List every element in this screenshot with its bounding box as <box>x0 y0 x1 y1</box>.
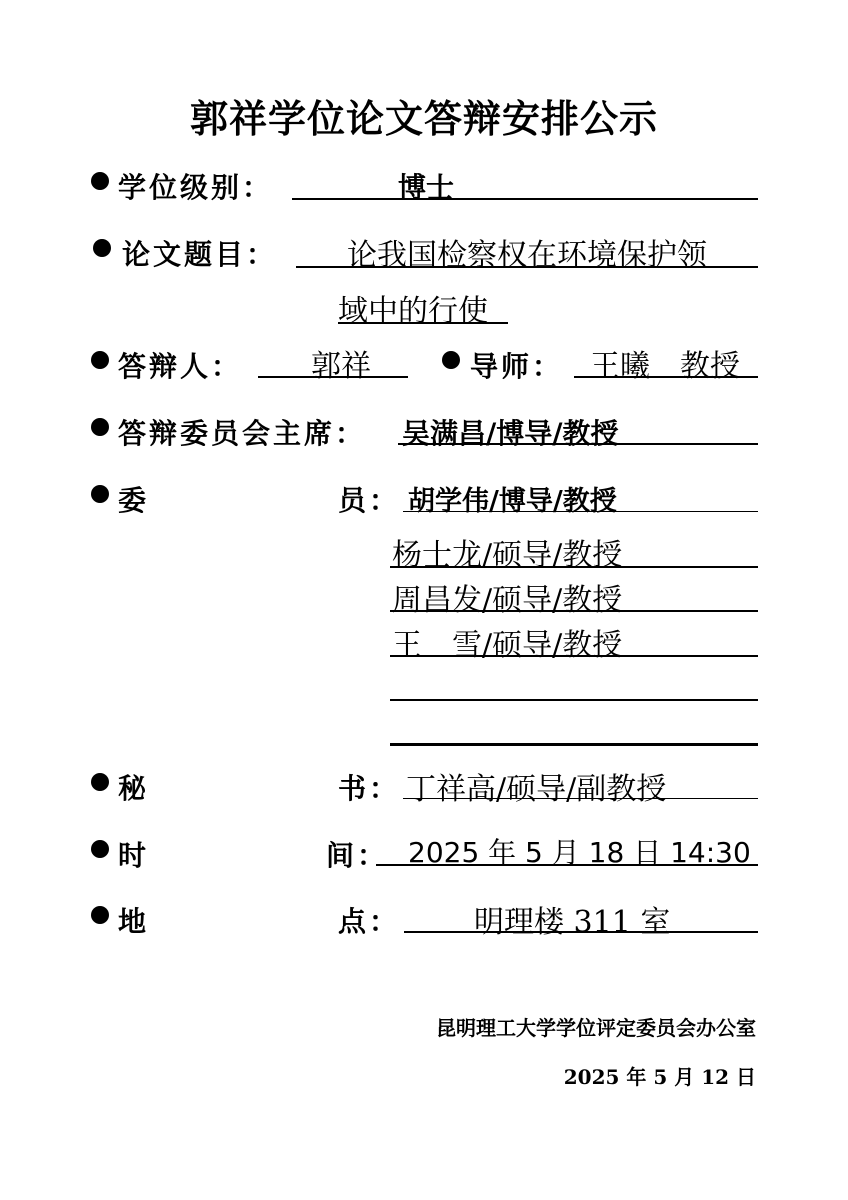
member-1: 胡学伟/博导/教授 <box>408 486 617 517</box>
place-value: 明理楼 311 室 <box>474 905 671 940</box>
members-label-a: 委 <box>118 484 150 517</box>
defender-underline <box>258 376 408 378</box>
bullet-icon <box>91 351 109 369</box>
member-4: 王 雪/硕导/教授 <box>392 628 623 663</box>
thesis-title-line1: 论我国检察权在环境保护领 <box>347 238 707 273</box>
time-value: 2025 年 5 月 18 日 14:30 <box>408 836 751 869</box>
bullet-icon <box>91 418 109 436</box>
bullet-icon <box>91 906 109 924</box>
members-label-b: 员： <box>338 484 401 517</box>
degree-underline <box>292 198 758 200</box>
place-label-a: 地 <box>118 905 150 938</box>
bullet-icon <box>91 485 109 503</box>
member-underline-2 <box>390 566 758 568</box>
place-underline <box>404 931 758 933</box>
place-label-b: 点： <box>338 905 401 938</box>
member-underline-1 <box>403 511 758 512</box>
bullet-icon <box>91 773 109 791</box>
advisor-underline <box>574 376 758 378</box>
advisor-value: 王曦 教授 <box>590 349 740 384</box>
thesis-title-line2: 域中的行使 <box>338 294 488 329</box>
degree-value: 博士 <box>398 171 455 204</box>
defender-label: 答辩人： <box>118 350 243 383</box>
bullet-icon <box>93 239 111 257</box>
chair-label: 答辩委员会主席： <box>118 417 367 450</box>
secretary-value: 丁祥高/硕导/副教授 <box>406 772 667 807</box>
member-underline-3 <box>390 610 758 612</box>
thesis-underline-2 <box>338 322 508 324</box>
thesis-label: 论文题目： <box>122 238 278 271</box>
time-label-a: 时 <box>118 839 150 872</box>
page-title: 郭祥学位论文答辩安排公示 <box>189 96 658 141</box>
time-label-b: 间： <box>326 839 389 872</box>
thesis-underline-1 <box>296 266 758 268</box>
member-2: 杨士龙/硕导/教授 <box>392 538 623 573</box>
degree-label: 学位级别： <box>118 171 274 204</box>
member-underline-5 <box>390 699 758 701</box>
bullet-icon <box>442 351 460 369</box>
bullet-icon <box>91 172 109 190</box>
member-3: 周昌发/硕导/教授 <box>392 583 623 618</box>
footer-date: 2025 年 5 月 12 日 <box>563 1065 756 1089</box>
member-underline-6 <box>390 743 758 746</box>
secretary-underline <box>403 798 758 799</box>
defender-value: 郭祥 <box>311 349 371 384</box>
secretary-label-b: 书： <box>338 772 401 805</box>
secretary-label-a: 秘 <box>118 772 150 805</box>
advisor-label: 导师： <box>470 350 564 383</box>
time-underline <box>376 864 758 866</box>
chair-value: 吴满昌/博导/教授 <box>402 417 619 450</box>
footer-org: 昆明理工大学学位评定委员会办公室 <box>436 1016 756 1040</box>
member-underline-4 <box>390 655 758 657</box>
chair-underline <box>398 443 758 445</box>
bullet-icon <box>91 840 109 858</box>
